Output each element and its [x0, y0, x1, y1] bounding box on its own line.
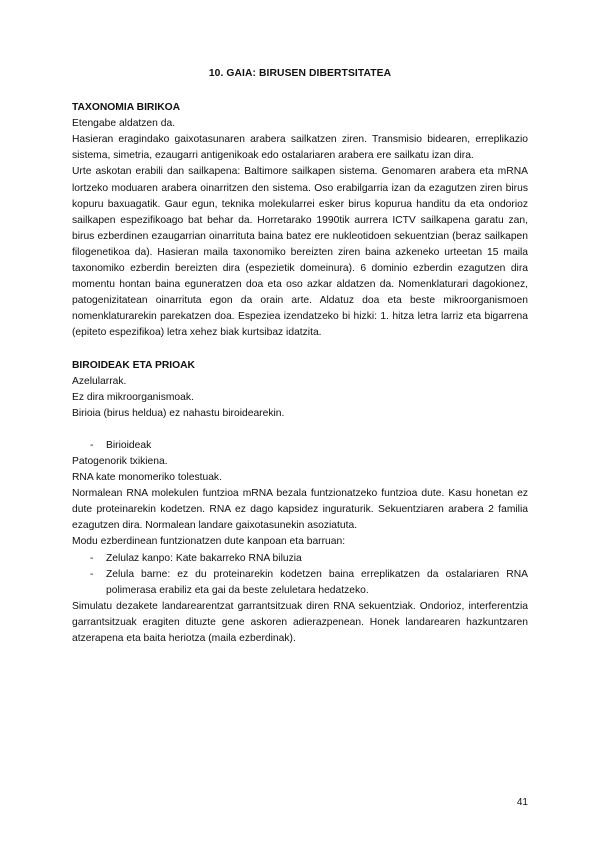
list-item: - Zelula barne: ez du proteinarekin kodetzen baina erreplikatzen da ostalariaren RNA polimerasa erabiliz eta gai da beste zeluletara hedatzeko. — [72, 567, 528, 599]
paragraph: Hasieran eragindako gaixotasunaren arabera sailkatzen ziren. Transmisio bidearen, erreplikazio sistema, simetria, ezaugarri antigenikoak edo ostalariaren arabera ere sailkatu izan dira. — [72, 134, 528, 162]
paragraph: Patogenorik txikiena. — [72, 455, 168, 467]
paragraph: Urte askotan erabili dan sailkapena: Baltimore sailkapen sistema. Genomaren arabera eta mRNA lortzeko moduaren arabera oinarritzen den sistema. Oso erabilgarria izan da ezagutzen ziren birus kopuru baxuagatik. Gaur egun, teknika molekularrei esker birus kopurua handitu da eta ondorioz sailkapen espezifikoago bat behar da. Horretarako 1990tik aurrera ICTV sailkapena garatu zan, birus ezberdinen ezaugarrian oinarrituta baina batez ere nukleotidoen sekuentzian (beraz sailkapen filogenetikoa da). Hasieran maila taxonomiko bereizten ziren baina azkeneko urteetan 15 maila taxonomiko ezberdin bereizten dira (espezietik domeinura). 6 dominio ezberdin ezagutzen dira momentu hontan baina eguneratzen doa eta oso azkar aldatzen da. Nomenklaturari dagokionez, patogenizitatean oinarrituta egon da orain arte. Aldatuz doa eta beste mikroorganismoen nomenklaturarekin parekatzen doa. Espeziea izendatzeko bi hizki: 1. hitza letra larriz eta bigarrena (epiteto espezifikoa) letra xehez biak kurtsibaz idatzita. — [72, 166, 528, 339]
paragraph: Normalean RNA molekulen funtzioa mRNA bezala funtzionatzeko funtzioa dute. Kasu honetan ez dute proteinarekin kodetzen. RNA ez dago kapsidez inguraturik. Sekuentziaren arabera 2 familia ezagutzen dira. Normalean landare gaixotasunekin asoziatuta. — [72, 488, 528, 532]
paragraph: RNA kate monomeriko tolestuak. — [72, 472, 222, 484]
page-title: 10. GAIA: BIRUSEN DIBERTSITATEA — [208, 68, 392, 79]
paragraph: Azelularrak. — [72, 375, 127, 387]
section-heading-taxonomia: TAXONOMIA BIRIKOA — [72, 102, 181, 114]
list-item: - Birioideak — [72, 438, 528, 454]
list-item: - Zelulaz kanpo: Kate bakarreko RNA biluzia — [72, 551, 528, 567]
paragraph: Etengabe aldatzen da. — [72, 118, 176, 130]
bullet-list-modu — [72, 551, 528, 599]
paragraph: Birioia (birus heldua) ez nahastu biroidearekin. — [72, 407, 285, 419]
bullet-list-birioideak — [72, 438, 528, 454]
document-page — [72, 66, 528, 647]
paragraph: Simulatu dezakete landarearentzat garrantsitzuak diren RNA sekuentziak. Ondorioz, interferentzia garrantsitzuak eragiten dituzte gene askoren adierazpenean. Honek landarearen hazkuntzaren atzerapena eta baita heriotza (maila ezberdinak). — [72, 600, 528, 644]
paragraph: Ez dira mikroorganismoak. — [72, 391, 194, 403]
page-number: 41 — [516, 797, 528, 808]
paragraph: Modu ezberdinean funtzionatzen dute kanpoan eta barruan: — [72, 536, 346, 548]
section-heading-biroideak: BIROIDEAK ETA PRIOAK — [72, 359, 195, 371]
